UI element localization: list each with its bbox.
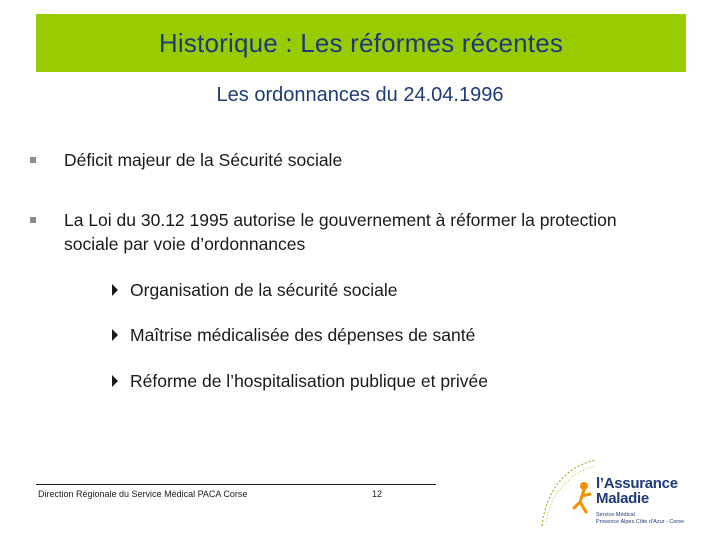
logo-wordmark (596, 476, 678, 506)
sub-bullet-text: Maîtrise médicalisée des dépenses de santé (130, 325, 476, 345)
logo-sub-line: Provence Alpes Côte d’Azur - Corse (596, 519, 685, 525)
square-bullet-icon (30, 148, 64, 163)
assurance-maladie-logo (540, 456, 715, 534)
bullet-text: Déficit majeur de la Sécurité sociale (64, 150, 343, 170)
page-number: 12 (372, 489, 383, 499)
logo-name-line: l’Assurance (596, 475, 678, 492)
triangle-right-icon (108, 329, 130, 341)
sub-bullet-item (108, 369, 488, 393)
bullet-text: La Loi du 30.12 1995 autorise le gouvernement à réformer la protection sociale par voie d’ordonnances (64, 210, 617, 254)
slide-title: Historique : Les réformes récentes (158, 27, 564, 58)
bullet-item (30, 208, 650, 256)
sub-bullet-text: Organisation de la sécurité sociale (130, 280, 398, 300)
slide-subtitle: Les ordonnances du 24.04.1996 (216, 84, 504, 106)
triangle-right-icon (108, 375, 130, 387)
sub-bullet-text: Réforme de l’hospitalisation publique et privée (130, 371, 488, 391)
bullet-item (30, 148, 650, 172)
sub-bullet-item (108, 278, 398, 302)
sub-bullet-item (108, 323, 475, 347)
logo-subtitle (596, 512, 684, 526)
footer-text: Direction Régionale du Service Médical PACA Corse (38, 489, 248, 499)
footer-divider (36, 484, 436, 485)
logo-name-line: Maladie (596, 490, 649, 507)
triangle-right-icon (108, 284, 130, 296)
square-bullet-icon (30, 208, 64, 223)
logo-sub-line: Service Médical (596, 512, 635, 518)
title-banner (36, 14, 686, 72)
